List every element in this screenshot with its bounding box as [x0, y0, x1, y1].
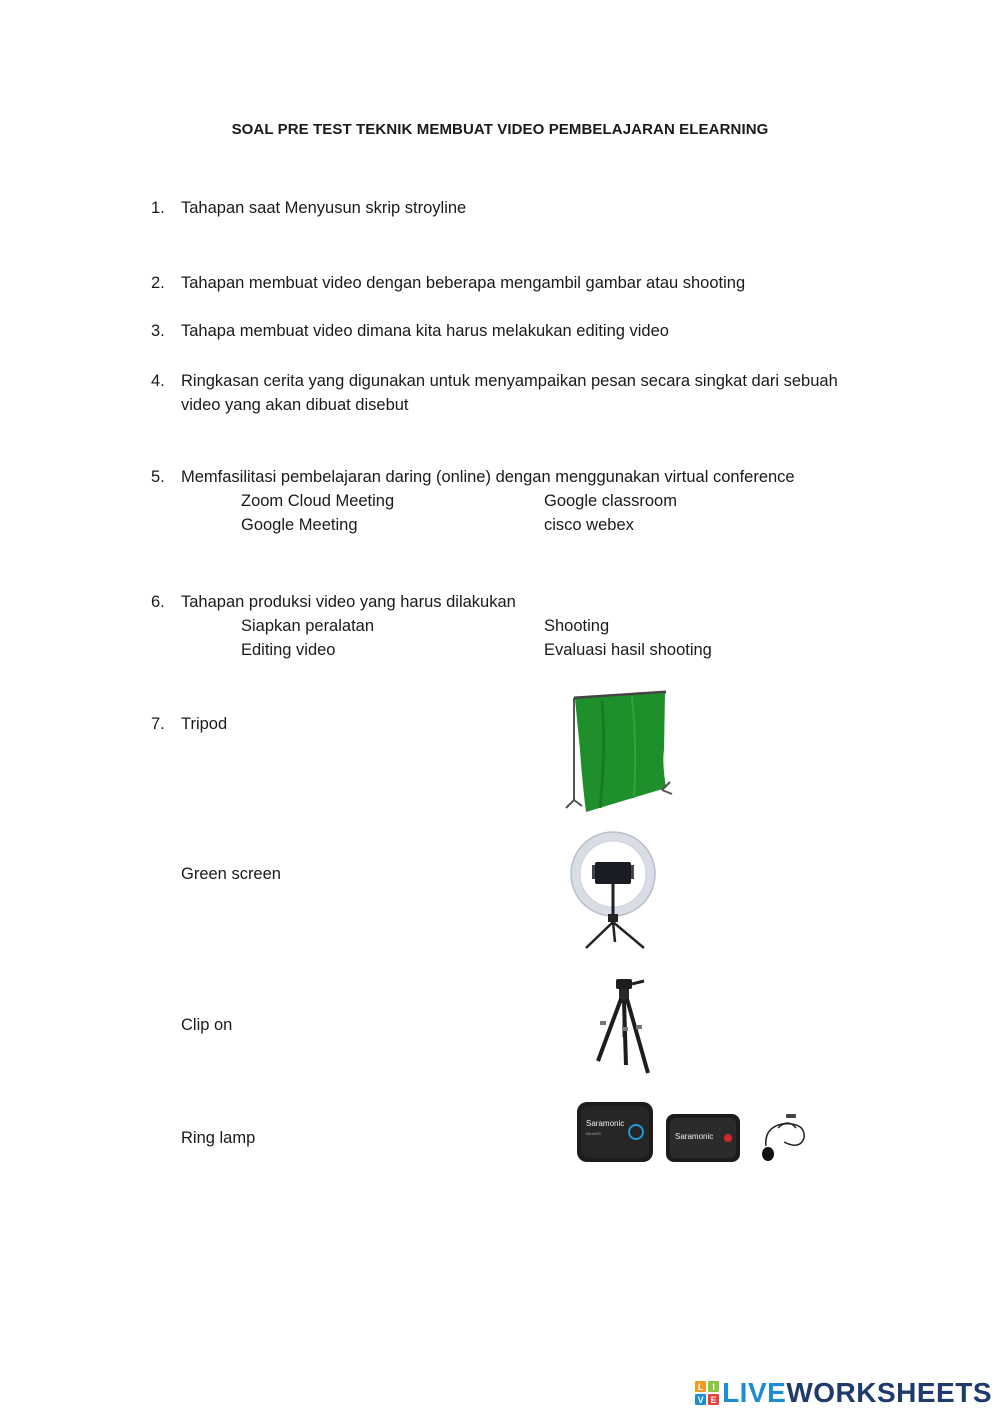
liveworksheets-logo — [695, 1378, 992, 1408]
logo-tile: E — [708, 1394, 719, 1405]
logo-tile: V — [695, 1394, 706, 1405]
question-2-number: 2. — [151, 274, 165, 292]
logo-worksheets: WORKSHEETS — [786, 1377, 992, 1408]
question-2-text: Tahapan membuat video dengan beberapa mengambil gambar atau shooting — [181, 274, 746, 292]
question-1-number: 1. — [151, 199, 165, 217]
question-6-option[interactable]: Siapkan peralatan — [241, 617, 375, 635]
question-5-number: 5. — [151, 468, 165, 486]
match-label-clip-on[interactable]: Clip on — [181, 1016, 233, 1034]
green-screen-image[interactable] — [562, 690, 674, 816]
question-6-option[interactable]: Shooting — [544, 617, 610, 635]
question-4-text-line2: video yang akan dibuat disebut — [181, 396, 409, 414]
match-label-tripod[interactable]: Tripod — [181, 715, 228, 733]
question-5-option[interactable]: cisco webex — [544, 516, 634, 534]
question-3-number: 3. — [151, 322, 165, 340]
question-5-option[interactable]: Zoom Cloud Meeting — [241, 492, 395, 510]
question-5-option[interactable]: Google classroom — [544, 492, 677, 510]
question-4-number: 4. — [151, 372, 165, 390]
logo-tiles — [695, 1381, 719, 1405]
match-label-green-screen[interactable]: Green screen — [181, 865, 281, 883]
logo-tile: L — [695, 1381, 706, 1392]
logo-tile: I — [708, 1381, 719, 1392]
question-3-text: Tahapa membuat video dimana kita harus melakukan editing video — [181, 322, 669, 340]
question-6-text: Tahapan produksi video yang harus dilakukan — [181, 593, 516, 611]
worksheet-title: SOAL PRE TEST TEKNIK MEMBUAT VIDEO PEMBELAJARAN ELEARNING — [231, 121, 769, 138]
question-5-text: Memfasilitasi pembelajaran daring (online) dengan menggunakan virtual conference — [181, 468, 795, 486]
logo-live: LIVE — [722, 1377, 787, 1408]
ring-lamp-image[interactable] — [568, 830, 658, 954]
tripod-image[interactable] — [588, 975, 660, 1079]
svg-text:Saramonic: Saramonic — [586, 1119, 625, 1128]
question-1-text: Tahapan saat Menyusun skrip stroyline — [181, 199, 467, 217]
question-4-text: Ringkasan cerita yang digunakan untuk menyampaikan pesan secara singkat dari sebuah — [181, 372, 838, 390]
svg-text:Blink500: Blink500 — [586, 1131, 602, 1136]
match-label-ring-lamp[interactable]: Ring lamp — [181, 1129, 256, 1147]
question-5-option[interactable]: Google Meeting — [241, 516, 358, 534]
question-6-number: 6. — [151, 593, 165, 611]
question-6-option[interactable]: Editing video — [241, 641, 336, 659]
question-6-option[interactable]: Evaluasi hasil shooting — [544, 641, 712, 659]
svg-text:Saramonic: Saramonic — [675, 1132, 714, 1141]
question-7-number: 7. — [151, 715, 165, 733]
clip-on-mic-image[interactable] — [574, 1098, 810, 1168]
logo-wordmark — [722, 1379, 992, 1407]
